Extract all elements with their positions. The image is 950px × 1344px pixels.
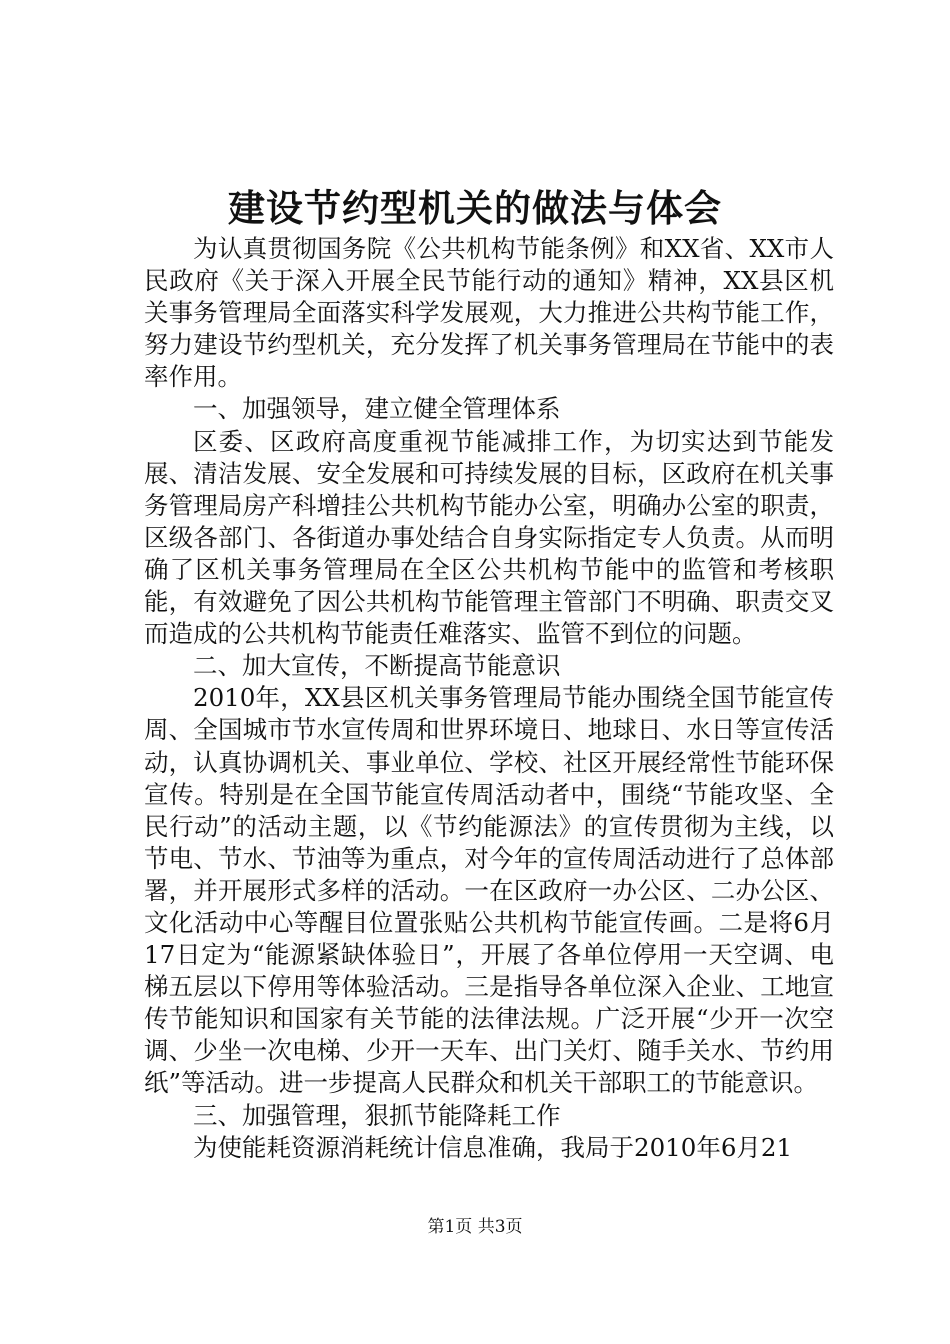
section-2-paragraph: 2010年，XX县区机关事务管理局节能办围绕全国节能宣传周、全国城市节水宣传周和世界环境日、地球日、水日等宣传活动，认真协调机关、事业单位、学校、社区开展经常性节能环保宣传。特别是在全国节能宣传周活动者中，围绕“节能攻坚、全民行动”的活动主题，以《节约能源法》的宣传贯彻为主线，以节电、节水、节油等为重点，对今年的宣传周活动进行了总体部署，并开展形式多样的活动。一在区政府一办公区、二办公区、文化活动中心等醒目位置张贴公共机构节能宣传画。二是将6月17日定为“能源紧缺体验日”，开展了各单位停用一天空调、电梯五层以下停用等体验活动。三是指导各单位深入企业、工地宣传节能知识和国家有关节能的法律法规。广泛开展“少开一次空调、少坐一次电梯、少开一天车、出门关灯、随手关水、节约用纸”等活动。进一步提高人民群众和机关干部职工的节能意识。	[144, 683, 834, 1098]
section-1-paragraph: 区委、区政府高度重视节能减排工作，为切实达到节能发展、清洁发展、安全发展和可持续发展的目标，区政府在机关事务管理局房产科增挂公共机构节能办公室，明确办公室的职责，区级各部门、各街道办事处结合自身实际指定专人负责。从而明确了区机关事务管理局在全区公共机构节能中的监管和考核职能，有效避免了因公共机构节能管理主管部门不明确、职责交叉而造成的公共机构节能责任难落实、监管不到位的问题。	[144, 426, 834, 649]
section-3-paragraph: 为使能耗资源消耗统计信息准确，我局于2010年6月21	[193, 1132, 793, 1162]
document-body	[144, 233, 834, 1164]
document-title: 建设节约型机关的做法与体会	[228, 186, 722, 230]
section-heading-1: 一、加强领导，建立健全管理体系	[193, 394, 561, 424]
section-heading-2: 二、加大宣传，不断提高节能意识	[193, 651, 561, 681]
page-footer: 第1页 共3页	[427, 1217, 523, 1237]
intro-paragraph: 为认真贯彻国务院《公共机构节能条例》和XX省、XX市人民政府《关于深入开展全民节能行动的通知》精神，XX县区机关事务管理局全面落实科学发展观，大力推进公共构节能工作，努力建设节约型机关，充分发挥了机关事务管理局在节能中的表率作用。	[144, 234, 834, 392]
section-heading-3: 三、加强管理，狠抓节能降耗工作	[193, 1100, 561, 1130]
